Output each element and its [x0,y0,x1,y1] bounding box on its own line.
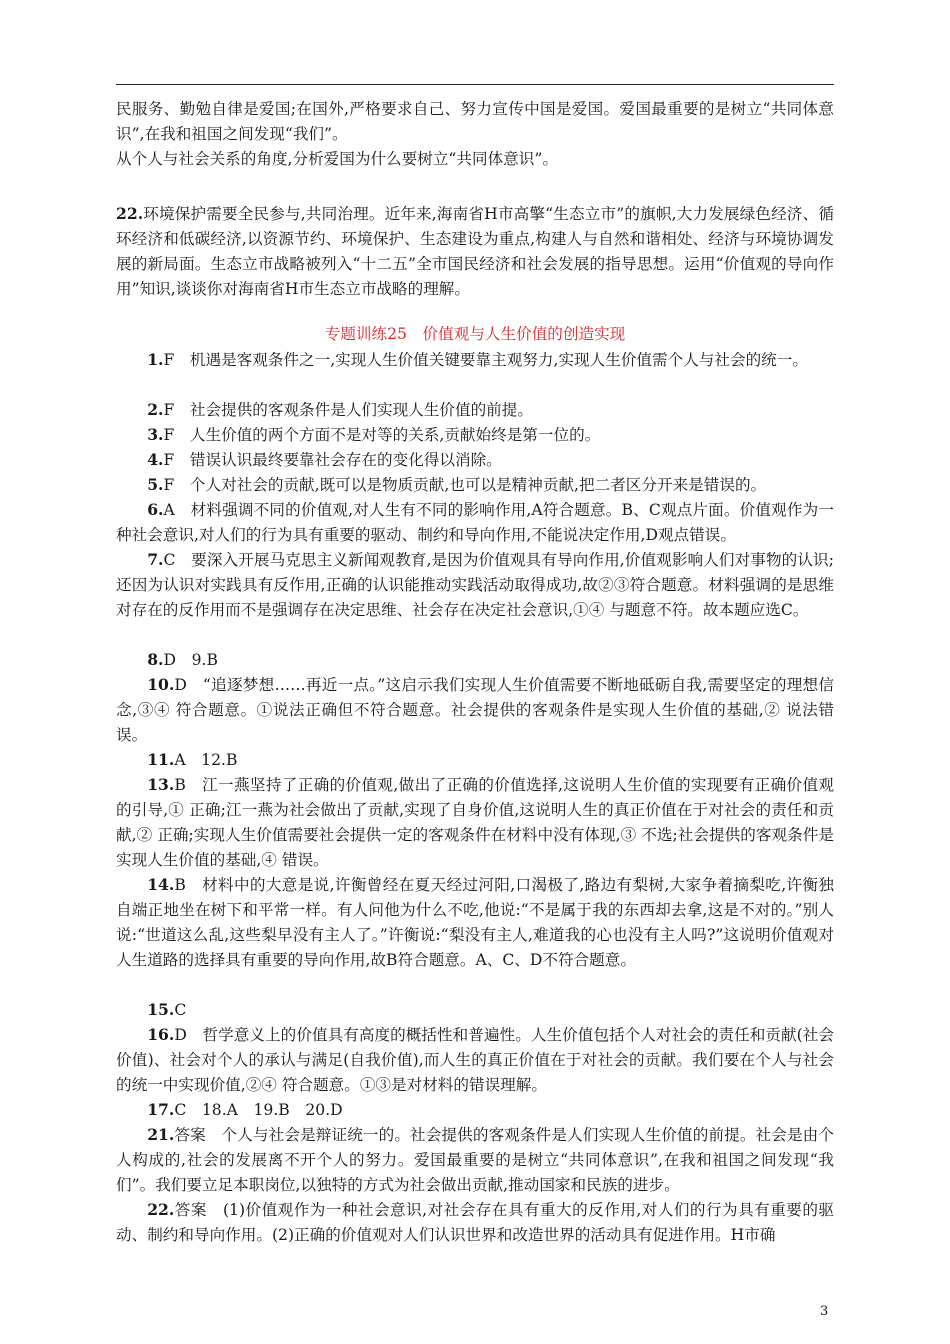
answer-item: 7.C 要深入开展马克思主义新闻观教育,是因为价值观具有导向作用,价值观影响人们对事物的认识;还因为认识对实践具有反作用,正确的认识能推动实践活动取得成功,故②③符合题意。材料强调的是思维对存在的反作用而不是强调存在决定思维、社会存在决定社会意识,①④ 与题意不符。故本题应选C。 [116,550,834,619]
prev-question-prompt: 从个人与社会关系的角度,分析爱国为什么要树立“共同体意识”。 [116,150,558,168]
answer-item: 6.A 材料强调不同的价值观,对人生有不同的影响作用,A符合题意。B、C观点片面。价值观作为一种社会意识,对人们的行为具有重要的驱动、制约和导向作用,不能说决定作用,D观点错误。 [116,500,834,544]
answer-item: 5.F 个人对社会的贡献,既可以是物质贡献,也可以是精神贡献,把二者区分开来是错误的。 [147,475,767,494]
question-text: 环境保护需要全民参与,共同治理。近年来,海南省H市高擎“生态立市”的旗帜,大力发展绿色经济、循环经济和低碳经济,以资源节约、环境保护、生态建设为重点,构建人与自然和谐相处、经济与环境协调发展的新局面。生态立市战略被列入“十二五”全市国民经济和社会发展的指导思想。运用“价值观的导向作用”知识,谈谈你对海南省H市生态立市战略的理解。 [116,205,834,298]
answer-item: 17.C 18.A 19.B 20.D [147,1100,343,1119]
answer-item: 21.答案 个人与社会是辩证统一的。社会提供的客观条件是人们实现人生价值的前提。社会是由个人构成的,社会的发展离不开个人的努力。爱国最重要的是树立“共同体意识”,在我和祖国之间发现“我们”。我们要立足本职岗位,以独特的方式为社会做出贡献,推动国家和民族的进步。 [116,1125,834,1194]
answer-item: 11.A 12.B [147,750,238,769]
answer-item: 10.D “追逐梦想……再近一点。”这启示我们实现人生价值需要不断地砥砺自我,需要坚定的理想信念,③④ 符合题意。①说法正确但不符合题意。社会提供的客观条件是实现人生价值的基础,② 说法错误。 [116,675,834,744]
page-number: 3 [820,1304,829,1319]
answer-item: 15.C [147,1000,187,1019]
answer-item: 16.D 哲学意义上的价值具有高度的概括性和普遍性。人生价值包括个人对社会的责任和贡献(社会价值)、社会对个人的承认与满足(自我价值),而人生的真正价值在于对社会的贡献。我们要在个人与社会的统一中实现价值,②④ 符合题意。①③是对材料的错误理解。 [116,1025,834,1094]
question-number: 22. [116,204,144,223]
answer-item: 4.F 错误认识最终要靠社会存在的变化得以消除。 [147,450,502,469]
header-rule [116,84,834,85]
answer-item: 3.F 人生价值的两个方面不是对等的关系,贡献始终是第一位的。 [147,425,601,444]
answer-item: 1.F 机遇是客观条件之一,实现人生价值关键要靠主观努力,实现人生价值需个人与社会的统一。 [147,350,808,369]
question-22 [116,201,834,302]
prev-question-text: 民服务、勤勉自律是爱国;在国外,严格要求自己、努力宣传中国是爱国。爱国最重要的是树立“共同体意识”,在我和祖国之间发现“我们”。 [116,100,834,143]
section-title: 专题训练25 价值观与人生价值的创造实现 [324,325,626,343]
answer-item: 13.B 江一燕坚持了正确的价值观,做出了正确的价值选择,这说明人生价值的实现要有正确价值观的引导,① 正确;江一燕为社会做出了贡献,实现了自身价值,这说明人生的真正价值在于对社会的责任和贡献,② 正确;实现人生价值需要社会提供一定的客观条件在材料中没有体现,③ 不选;社会提供的客观条件是实现人生价值的基础,④ 错误。 [116,775,834,869]
answer-item: 2.F 社会提供的客观条件是人们实现人生价值的前提。 [147,400,533,419]
answer-item: 14.B 材料中的大意是说,许衡曾经在夏天经过河阳,口渴极了,路边有梨树,大家争着摘梨吃,许衡独自端正地坐在树下和平常一样。有人问他为什么不吃,他说:“不是属于我的东西却去拿,这是不对的。”别人说:“世道这么乱,这些梨早没有主人了。”许衡说:“梨没有主人,难道我的心也没有主人吗?”这说明价值观对人生道路的选择具有重要的导向作用,故B符合题意。A、C、D不符合题意。 [116,875,834,969]
answer-item: 8.D 9.B [147,650,218,669]
answer-item: 22.答案 (1)价值观作为一种社会意识,对社会存在具有重大的反作用,对人们的行为具有重要的驱动、制约和导向作用。(2)正确的价值观对人们认识世界和改造世界的活动具有促进作用。H市确 [116,1200,834,1244]
